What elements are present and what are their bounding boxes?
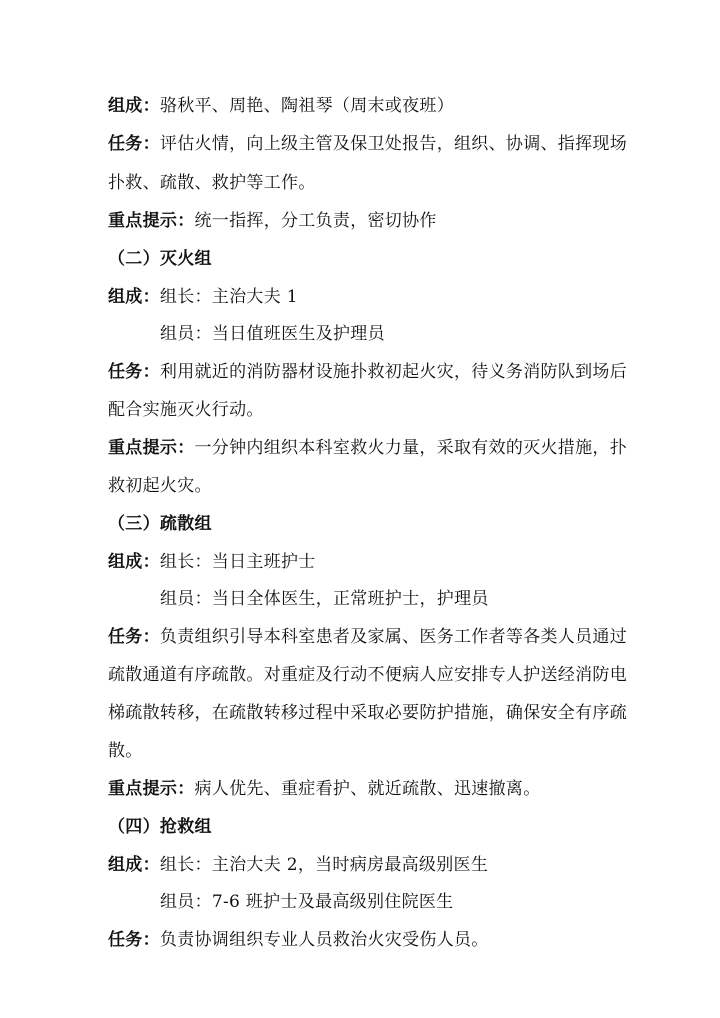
line-18 (108, 739, 143, 763)
line-2 (108, 132, 627, 156)
line-19 (108, 777, 541, 801)
text: 负责协调组织专业人员救治火灾受伤人员。 (159, 930, 489, 950)
line-3 (108, 171, 316, 195)
text: 病人优先、重症看护、就近疏散、迅速撤离。 (194, 779, 541, 799)
line-8 (108, 360, 627, 384)
label: 任务： (108, 362, 160, 382)
label: 重点提示： (108, 438, 195, 458)
line-14 (160, 587, 489, 611)
line-23 (108, 928, 489, 952)
text: 骆秋平、周艳、陶祖琴（周末或夜班） (159, 96, 455, 116)
line-1 (108, 94, 454, 118)
line-21 (108, 853, 488, 877)
text: 组员：当日全体医生，正常班护士，护理员 (160, 589, 489, 609)
label: （三）疏散组 (108, 514, 212, 534)
text: 统一指挥，分工负责，密切协作 (194, 211, 437, 231)
text: 疏散通道有序疏散。对重症及行动不便病人应安排专人护送经消防电 (108, 665, 627, 685)
line-13 (108, 550, 316, 574)
label: 任务： (108, 930, 160, 950)
label: 组成： (108, 96, 160, 116)
label: 重点提示： (108, 211, 195, 231)
label: 组成： (108, 552, 160, 572)
text: 利用就近的消防器材设施扑救初起火灾，待义务消防队到场后 (159, 362, 628, 382)
label: 重点提示： (108, 779, 195, 799)
text: 负责组织引导本科室患者及家属、医务工作者等各类人员通过 (159, 627, 628, 647)
text: 扑救、疏散、救护等工作。 (108, 173, 316, 193)
label: 组成： (108, 287, 160, 307)
line-22 (160, 890, 453, 914)
section-heading (108, 512, 212, 536)
text: 配合实施灭火行动。 (108, 400, 264, 420)
text: 组员：当日值班医生及护理员 (160, 324, 385, 344)
label: （二）灭火组 (108, 249, 212, 269)
text: 救初起火灾。 (108, 476, 212, 496)
line-15 (108, 625, 627, 649)
line-11 (108, 474, 212, 498)
text: 组长：当日主班护士 (159, 552, 316, 572)
line-10 (108, 436, 627, 460)
text: 评估火情，向上级主管及保卫处报告，组织、协调、指挥现场 (159, 134, 628, 154)
line-16 (108, 663, 627, 687)
text: 组长：主治大夫 2，当时病房最高级别医生 (159, 855, 489, 875)
line-17 (108, 701, 627, 725)
label: 任务： (108, 134, 160, 154)
text: 散。 (108, 741, 143, 761)
section-heading (108, 247, 212, 271)
line-9 (108, 398, 264, 422)
text: 组员：7-6 班护士及最高级别住院医生 (160, 892, 454, 912)
line-7 (160, 322, 385, 346)
line-4 (108, 209, 437, 233)
section-heading (108, 815, 212, 839)
line-6 (108, 285, 298, 309)
label: （四）抢救组 (108, 817, 212, 837)
text: 组长：主治大夫 1 (159, 287, 298, 307)
label: 任务： (108, 627, 160, 647)
text: 一分钟内组织本科室救火力量，采取有效的灭火措施，扑 (194, 438, 627, 458)
label: 组成： (108, 855, 160, 875)
text: 梯疏散转移，在疏散转移过程中采取必要防护措施，确保安全有序疏 (108, 703, 627, 723)
